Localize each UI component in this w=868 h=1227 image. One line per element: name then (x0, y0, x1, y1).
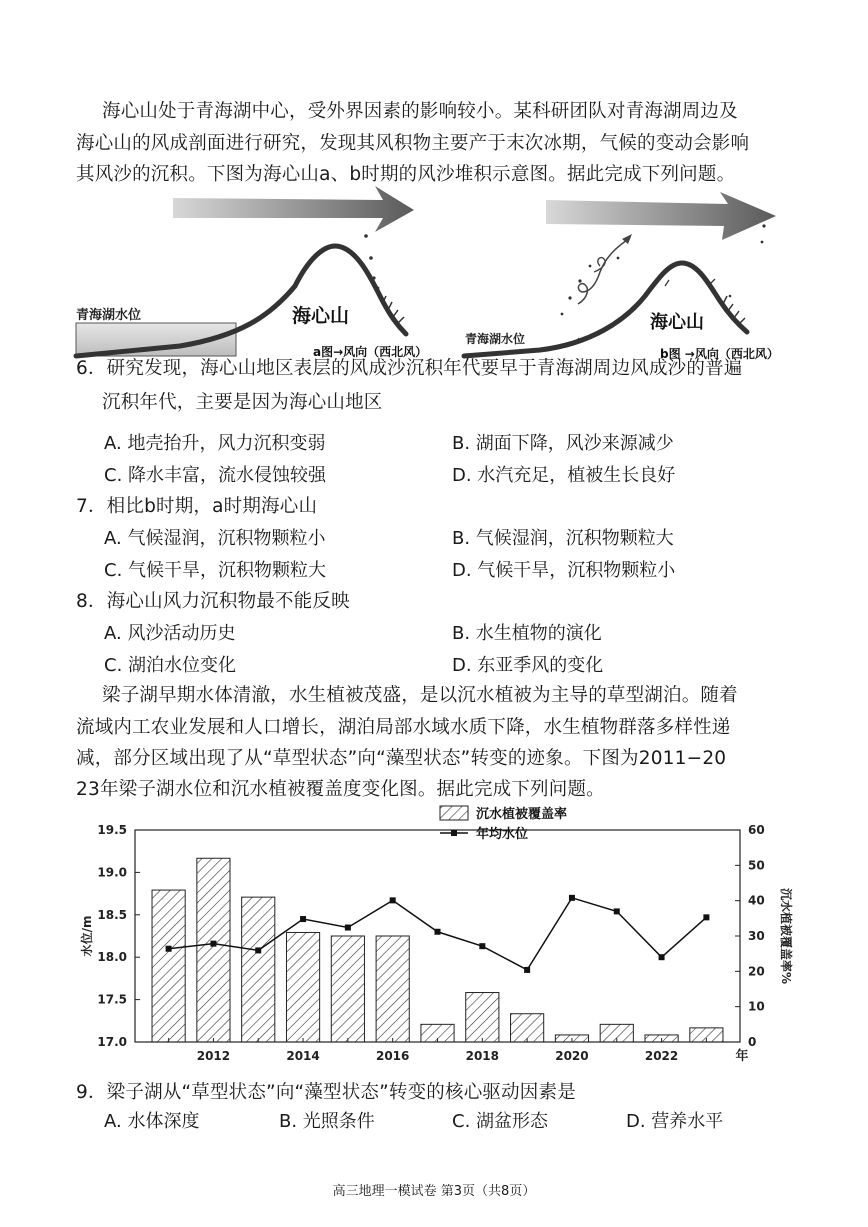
x-tick-label: 2016 (375, 1049, 410, 1063)
water-level-point (300, 916, 306, 922)
legend-line-marker (451, 830, 457, 836)
water-level-vegetation-chart (70, 802, 800, 1074)
intro1-line-2: 海心山的风成剖面进行研究，发现其风积物主要产于末次冰期，气候的变动会影响 (76, 133, 750, 154)
lake-level-label-b: 青海湖水位 (465, 332, 526, 346)
left-tick-label: 19.5 (97, 823, 127, 837)
intro2-line-2: 流域内工农业发展和人口增长，湖泊局部水域水质下降，水生植物群落多样性递 (76, 717, 731, 738)
sand-dots-b (561, 224, 766, 315)
mountain-label-a: 海心山 (292, 305, 350, 327)
lake-level-label-a: 青海湖水位 (76, 308, 142, 323)
vegetation-bar (690, 1028, 723, 1042)
q6-stem-line-1: 6．研究发现，海心山地区表层的风成沙沉积年代要早于青海湖周边风成沙的普遍 (76, 358, 743, 379)
water-level-point (166, 946, 172, 952)
vegetation-bar (511, 1014, 544, 1042)
wind-arrow-icon (173, 186, 414, 232)
q6-option-a: A. 地壳抬升，风力沉积变弱 (104, 433, 326, 454)
q7-option-d: D. 气候干旱，沉积物颗粒小 (452, 560, 676, 581)
left-tick-label: 18.5 (97, 907, 127, 922)
right-tick-label: 20 (748, 964, 765, 979)
diagram-b (464, 192, 779, 361)
vegetation-bar (645, 1035, 678, 1042)
chart-bars (152, 858, 723, 1042)
intro1-line-3: 其风沙的沉积。下图为海心山a、b时期的风沙堆积示意图。据此完成下列问题。 (76, 164, 736, 185)
left-tick-label: 18.0 (97, 950, 127, 965)
intro2-line-4: 23年梁子湖水位和沉水植被覆盖度变化图。据此完成下列问题。 (76, 779, 605, 800)
left-tick-label: 17.5 (97, 992, 127, 1007)
caption-a: a图→风向（西北风） (313, 345, 428, 359)
q6-option-b: B. 湖面下降，风沙来源减少 (452, 433, 674, 454)
left-tick-label: 19.0 (97, 865, 127, 880)
vegetation-bar (376, 936, 409, 1042)
right-tick-label: 50 (748, 858, 765, 873)
right-tick-label: 60 (748, 823, 765, 837)
wind-sand-diagram (70, 186, 790, 362)
q7-stem: 7．相比b时期，a时期海心山 (76, 496, 318, 517)
q9-option-a: A. 水体深度 (104, 1111, 200, 1132)
vegetation-bar (152, 890, 185, 1042)
vegetation-bar (286, 932, 319, 1042)
right-tick-label: 10 (748, 999, 765, 1014)
intro2-line-1: 梁子湖早期水体清澈，水生植被茂盛，是以沉水植被为主导的草型湖泊。随着 (102, 685, 738, 706)
water-level-point (614, 908, 620, 914)
water-level-point (210, 941, 216, 947)
page-footer: 高三地理一模试卷 第3页（共8页） (332, 1184, 536, 1199)
q6-option-d: D. 水汽充足，植被生长良好 (452, 465, 676, 486)
right-tick-label: 40 (748, 893, 765, 908)
water-level-point (479, 943, 485, 949)
q7-option-a: A. 气候湿润，沉积物颗粒小 (104, 528, 326, 549)
water-level-point (524, 967, 530, 973)
legend-bar-swatch (440, 806, 468, 820)
swirl-loop-icon (594, 258, 605, 272)
vegetation-bar (242, 897, 275, 1042)
water-level-point (390, 897, 396, 903)
caption-b: b图 →风向（西北风） (660, 347, 779, 361)
x-tick-label: 2014 (286, 1049, 320, 1063)
q9-option-d: D. 营养水平 (626, 1111, 724, 1132)
q9-option-c: C. 湖盆形态 (452, 1111, 549, 1132)
wind-arrow-icon (546, 192, 776, 240)
x-unit-label: 年 (735, 1049, 749, 1064)
q9-option-b: B. 光照条件 (279, 1111, 375, 1132)
x-tick-label: 2020 (555, 1049, 589, 1063)
vegetation-bar (421, 1024, 454, 1042)
right-axis-title: 沉水植被覆盖率% (779, 887, 793, 985)
intro2-line-3: 减，部分区域出现了从“草型状态”向“藻型状态”转变的迹象。下图为2011−20 (76, 748, 727, 769)
vegetation-bar (197, 858, 230, 1042)
x-tick-label: 2012 (196, 1049, 231, 1063)
right-tick-label: 30 (748, 929, 765, 943)
q7-option-c: C. 气候干旱，沉积物颗粒大 (104, 560, 327, 581)
chart-legend (440, 806, 567, 842)
water-level-point (345, 925, 351, 931)
vegetation-bar (331, 936, 364, 1042)
q6-option-c: C. 降水丰富，流水侵蚀较强 (104, 465, 327, 486)
x-tick-label: 2018 (465, 1049, 500, 1063)
vegetation-bar (600, 1024, 633, 1042)
water-level-point (703, 914, 709, 920)
diagram-a (76, 186, 427, 359)
water-level-point (255, 947, 261, 953)
left-tick-label: 17.0 (97, 1035, 127, 1049)
q6-stem-line-2: 沉积年代，主要是因为海心山地区 (102, 392, 383, 413)
swirl-arrow-icon (578, 238, 630, 304)
mountain-label-b: 海心山 (650, 312, 704, 333)
q8-option-d: D. 东亚季风的变化 (452, 655, 604, 676)
left-axis-title: 水位/m (80, 915, 94, 957)
water-level-point (435, 929, 441, 935)
vegetation-bar (555, 1035, 588, 1042)
intro1-line-1: 海心山处于青海湖中心，受外界因素的影响较小。某科研团队对青海湖周边及 (102, 101, 738, 122)
q8-option-b: B. 水生植物的演化 (452, 623, 602, 644)
x-tick-label: 2022 (644, 1049, 679, 1063)
legend-line-label: 年均水位 (476, 827, 529, 842)
q9-stem: 9．梁子湖从“草型状态”向“藻型状态”转变的核心驱动因素是 (76, 1082, 576, 1103)
legend-bar-label: 沉水植被覆盖率 (476, 807, 568, 822)
q8-option-a: A. 风沙活动历史 (104, 623, 236, 644)
vegetation-bar (466, 993, 499, 1042)
q8-stem: 8．海心山风力沉积物最不能反映 (76, 591, 350, 612)
water-level-point (569, 895, 575, 901)
q8-option-c: C. 湖泊水位变化 (104, 655, 237, 676)
right-tick-label: 0 (748, 1035, 757, 1049)
q7-option-b: B. 气候湿润，沉积物颗粒大 (452, 528, 674, 549)
water-level-point (659, 954, 665, 960)
